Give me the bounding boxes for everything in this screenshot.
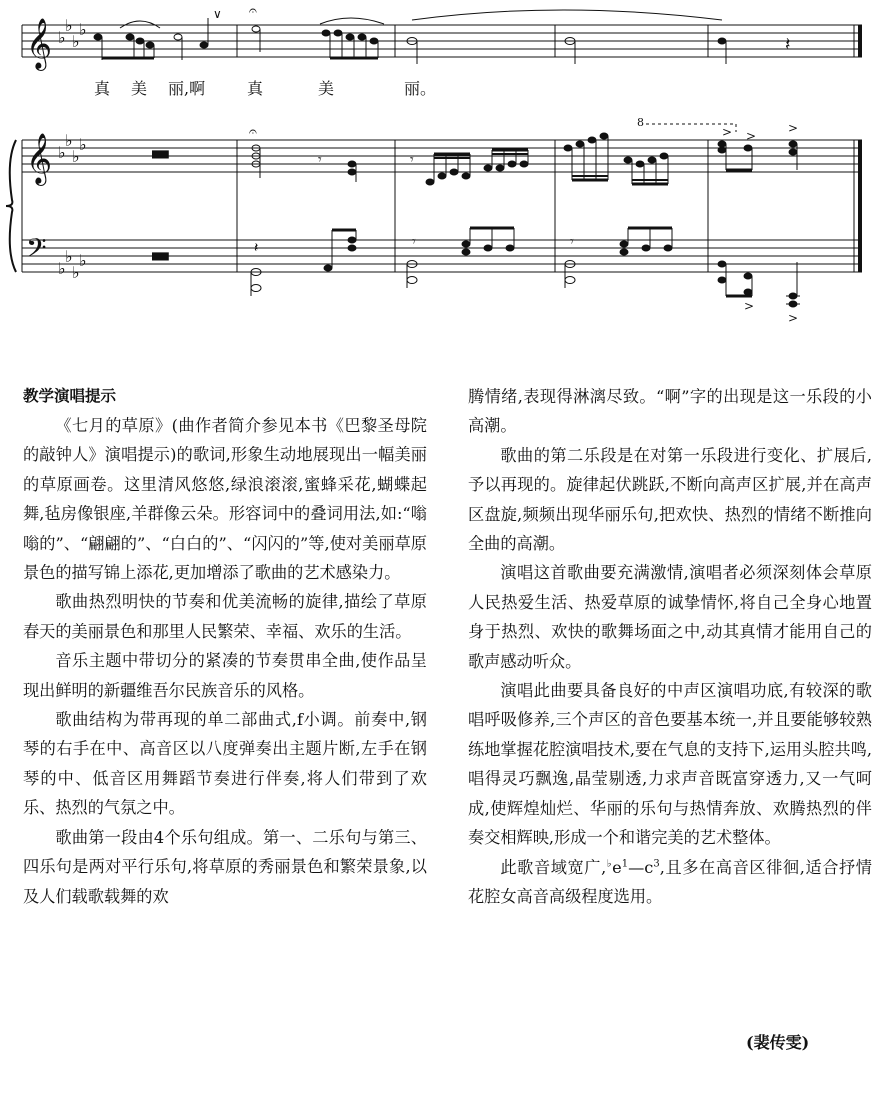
vocal-staff xyxy=(22,25,862,57)
piano-bass-staff xyxy=(22,240,862,272)
paragraph: 音乐主题中带切分的紧凑的节奏贯串全曲,使作品呈现出鲜明的新疆维吾尔民族音乐的风格。 xyxy=(23,651,427,700)
svg-text:♭: ♭ xyxy=(65,16,73,35)
svg-text:>: > xyxy=(788,121,799,135)
svg-text:𝄾: 𝄾 xyxy=(318,152,322,168)
svg-text:𝄾: 𝄾 xyxy=(410,152,414,168)
svg-text:♭: ♭ xyxy=(79,251,87,270)
text-column-right xyxy=(468,382,872,911)
svg-text:𝄾: 𝄾 xyxy=(570,234,574,250)
paragraph: 歌曲热烈明快的节奏和优美流畅的旋律,描绘了草原春天的美丽景色和那里人民繁荣、幸福、欢乐的生活。 xyxy=(23,592,427,641)
svg-text:♭: ♭ xyxy=(65,131,73,150)
text-column-left xyxy=(23,382,427,911)
range-intro: 此歌音域宽广, xyxy=(500,857,607,877)
svg-text:♭: ♭ xyxy=(72,32,80,51)
svg-text:♭: ♭ xyxy=(72,263,80,282)
svg-text:♭: ♭ xyxy=(58,259,66,278)
svg-text:♭: ♭ xyxy=(72,147,80,166)
svg-text:♭: ♭ xyxy=(58,143,66,162)
svg-text:𝄐: 𝄐 xyxy=(249,3,257,19)
octave-mark: 3 xyxy=(653,858,660,870)
lyric-syllable: 真 xyxy=(94,79,111,98)
music-score xyxy=(0,0,892,360)
svg-text:♭: ♭ xyxy=(79,135,87,154)
paragraph: 《七月的草原》(曲作者简介参见本书《巴黎圣母院的敲钟人》演唱提示)的歌词,形象生动地展现出一幅美丽的草原画卷。这里清风悠悠,绿浪滚滚,蜜蜂采花,蝴蝶起舞,毡房像银座,羊群像云朵。形容词中的叠词用法,如:“嗡嗡的”、“翩翩的”、“白白的”、“闪闪的”等,使对美丽草原景色的描写锦上添花,更加增添了歌曲的艺术感染力。 xyxy=(23,416,427,583)
paragraph-continued: 腾情绪,表现得淋漓尽致。“啊”字的出现是这一乐段的小高潮。 xyxy=(468,387,872,436)
svg-text:∨: ∨ xyxy=(213,7,222,21)
svg-text:>: > xyxy=(744,299,755,313)
svg-text:♭: ♭ xyxy=(58,28,66,47)
svg-text:>: > xyxy=(746,129,757,143)
svg-text:♭: ♭ xyxy=(65,247,73,266)
range-low-note: e xyxy=(612,857,622,877)
paragraph: 演唱此曲要具备良好的中声区演唱功底,有较深的歌唱呼吸修养,三个声区的音色要基本统一,并且要能够较熟练地掌握花腔演唱技术,要在气息的支持下,运用头腔共鸣,唱得灵巧飘逸,晶莹剔透,力求声音既富穿透力,又一气呵成,使辉煌灿烂、华丽的乐句与热情奔放、欢腾热烈的伴奏交相辉映,形成一个和谐完美的艺术整体。 xyxy=(468,681,872,848)
paragraph: 歌曲第一段由4个乐句组成。第一、二乐句与第三、四乐句是两对平行乐句,将草原的秀丽景色和繁荣景象,以及人们载歌载舞的欢 xyxy=(23,827,427,906)
lyric-syllable: 美 xyxy=(131,79,148,98)
lyric-syllable: 美 xyxy=(318,79,335,98)
svg-text:♭: ♭ xyxy=(79,20,87,39)
section-heading: 教学演唱提示 xyxy=(23,387,117,405)
svg-text:>: > xyxy=(788,311,799,325)
svg-text:>: > xyxy=(722,125,733,139)
svg-text:8: 8 xyxy=(637,116,644,129)
octave-mark: 1 xyxy=(621,858,629,870)
flat-sign: ♭ xyxy=(606,858,613,870)
svg-text:𝄽: 𝄽 xyxy=(254,240,259,256)
paragraph: 歌曲结构为带再现的单二部曲式,f小调。前奏中,钢琴的右手在中、高音区以八度弹奏出主题片断,左手在钢琴的中、低音区用舞蹈节奏进行伴奏,将人们带到了欢乐、热烈的气氛之中。 xyxy=(23,710,427,818)
bass-clef: 𝄢 xyxy=(26,232,47,270)
lyric-syllable: 真 xyxy=(247,79,264,98)
paragraph-range xyxy=(468,853,872,912)
paragraph: 演唱这首歌曲要充满激情,演唱者必须深刻体会草原人民热爱生活、热爱草原的诚挚情怀,将自己全身心地置身于热烈、欢快的歌舞场面之中,动其真情才能用自己的歌声感动听众。 xyxy=(468,563,872,671)
svg-text:▬: ▬ xyxy=(150,141,171,166)
lyric-syllable: 丽。 xyxy=(404,79,437,98)
svg-text:𝄐: 𝄐 xyxy=(249,124,257,140)
lyric-syllable: 丽,啊 xyxy=(168,79,206,98)
svg-text:▬: ▬ xyxy=(150,243,171,268)
treble-clef: 𝄞 xyxy=(26,18,53,69)
treble-clef: 𝄞 xyxy=(26,133,53,184)
author-credit: (裴传雯) xyxy=(746,1033,810,1052)
svg-text:𝄽: 𝄽 xyxy=(785,34,791,55)
range-high-note: —c xyxy=(628,857,654,877)
paragraph: 歌曲的第二乐段是在对第一乐段进行变化、扩展后,予以再现的。旋律起伏跳跃,不断向高声区扩展,并在高声区盘旋,频频出现华丽乐句,把欢快、热烈的情绪不断推向全曲的高潮。 xyxy=(468,445,872,554)
piano-treble-staff xyxy=(22,140,862,172)
svg-text:𝄾: 𝄾 xyxy=(412,234,416,250)
range-rest: ,且多在高音区徘徊,适合抒情花腔女高音高级程度选用。 xyxy=(468,857,872,906)
